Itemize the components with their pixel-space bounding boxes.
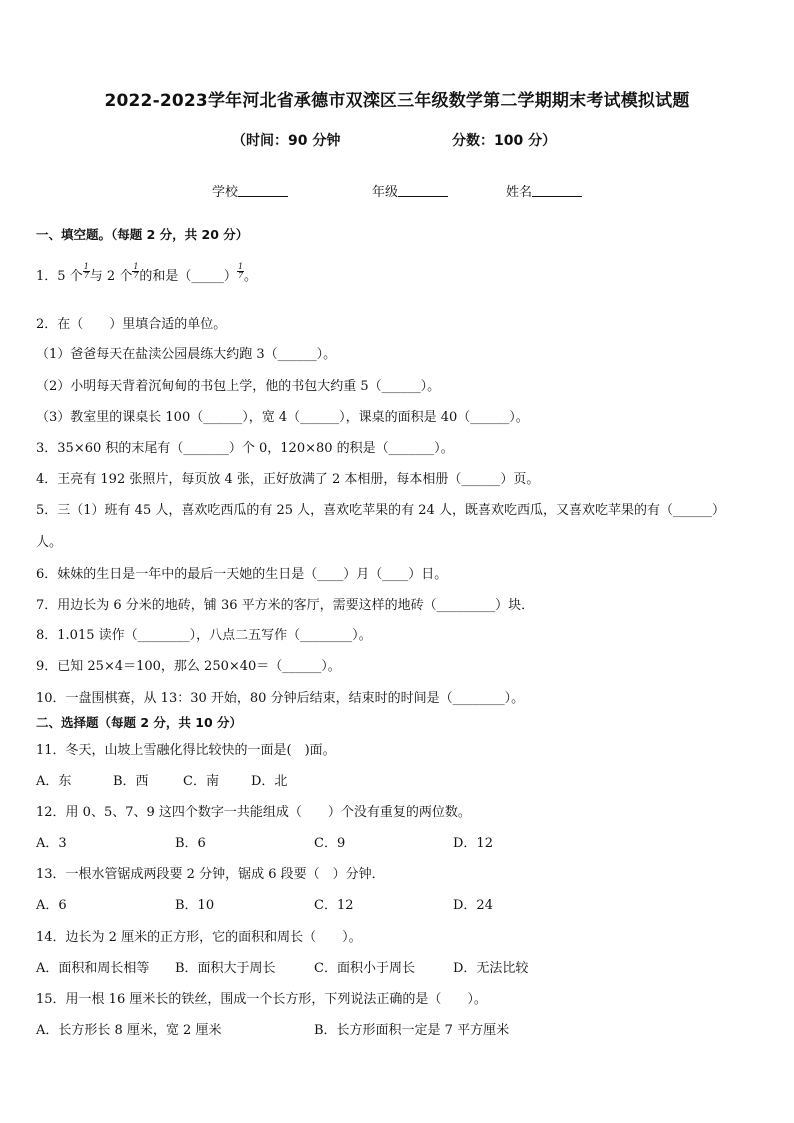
question-6: 6．妹妹的生日是一年中的最后一天她的生日是（____）月（____）日。 <box>36 567 448 582</box>
question-15: 15．用一根 16 厘米长的铁丝，围成一个长方形，下列说法正确的是（ ）。 <box>36 992 487 1007</box>
school-blank[interactable] <box>238 184 288 197</box>
q12-option-c[interactable]: C．9 <box>314 836 346 851</box>
q13-option-c[interactable]: C．12 <box>314 898 354 913</box>
q15-option-a[interactable]: A．长方形长 8 厘米，宽 2 厘米 <box>36 1023 222 1038</box>
question-14: 14．边长为 2 厘米的正方形，它的面积和周长（ ）。 <box>36 930 362 945</box>
grade-field[interactable] <box>372 181 448 200</box>
q14-option-b[interactable]: B．面积大于周长 <box>175 961 276 976</box>
q14-option-d[interactable]: D．无法比较 <box>453 961 529 976</box>
question-7: 7．用边长为 6 分米的地砖，铺 36 平方米的客厅，需要这样的地砖（_________）块． <box>36 598 535 613</box>
name-blank[interactable] <box>532 184 582 197</box>
grade-blank[interactable] <box>398 184 448 197</box>
q11-option-d[interactable]: D．北 <box>251 774 288 789</box>
question-2-3: （3）教室里的课桌长 100（______），宽 4（______），课桌的面积是 40（______）。 <box>36 410 529 425</box>
name-label: 姓名 <box>506 185 533 200</box>
question-13: 13．一根水管锯成两段要 2 分钟，锯成 6 段要（ ）分钟． <box>36 867 385 882</box>
question-2: 2．在（ ）里填合适的单位。 <box>36 317 227 332</box>
q11-option-b[interactable]: B．西 <box>113 774 149 789</box>
question-2-1: （1）爸爸每天在盐渎公园晨练大约跑 3（______）。 <box>36 347 337 362</box>
question-10: 10．一盘围棋赛，从 13：30 开始，80 分钟后结束，结束时的时间是（________）。 <box>36 691 525 706</box>
q13-option-a[interactable]: A．6 <box>36 898 67 913</box>
q12-option-b[interactable]: B．6 <box>175 836 206 851</box>
q15-option-b[interactable]: B．长方形面积一定是 7 平方厘米 <box>314 1023 510 1038</box>
q14-option-a[interactable]: A．面积和周长相等 <box>36 961 150 976</box>
exam-time: （时间：90 分钟 <box>232 133 341 149</box>
question-4: 4．王亮有 192 张照片，每页放 4 张，正好放满了 2 本相册，每本相册（______）页。 <box>36 472 540 487</box>
question-5-cont: 人。 <box>36 535 63 550</box>
school-field[interactable] <box>212 181 288 200</box>
question-1: 1．5 个 $\frac{1}{7}$ 与 2 个 $\frac{1}{7}$ 的和是（_____） $\frac{1}{7}$ 。 <box>36 262 258 284</box>
question-9: 9．已知 25×4＝100，那么 250×40＝（______）。 <box>36 659 341 674</box>
exam-title: 2022-2023学年河北省承德市双滦区三年级数学第二学期期末考试模拟试题 <box>104 91 690 111</box>
grade-label: 年级 <box>372 185 399 200</box>
question-11: 11．冬天，山坡上雪融化得比较快的一面是( )面。 <box>36 743 336 758</box>
fraction: $\frac{1}{7}$ <box>83 262 89 280</box>
q11-option-a[interactable]: A．东 <box>36 774 72 789</box>
section-heading-choice: 二、选择题（每题 2 分，共 10 分） <box>36 715 243 730</box>
q12-option-d[interactable]: D．12 <box>453 836 493 851</box>
question-3: 3．35×60 积的末尾有（_______）个 0，120×80 的积是（_______）。 <box>36 441 454 456</box>
section-heading-fill-in: 一、填空题。（每题 2 分，共 20 分） <box>36 227 249 242</box>
q11-option-c[interactable]: C．南 <box>183 774 219 789</box>
fraction: $\frac{1}{7}$ <box>237 262 244 280</box>
q14-option-c[interactable]: C．面积小于周长 <box>314 961 415 976</box>
q13-option-d[interactable]: D．24 <box>453 898 493 913</box>
exam-score: 分数：100 分） <box>452 133 557 149</box>
question-8: 8．1.015 读作（________），八点二五写作（________）。 <box>36 628 372 643</box>
question-5: 5．三（1）班有 45 人，喜欢吃西瓜的有 25 人，喜欢吃苹果的有 24 人，既喜欢吃西瓜，又喜欢吃苹果的有（______） <box>36 503 725 518</box>
q12-option-a[interactable]: A．3 <box>36 836 67 851</box>
q13-option-b[interactable]: B．10 <box>175 898 215 913</box>
name-field[interactable] <box>506 181 582 200</box>
fraction: $\frac{1}{7}$ <box>133 262 139 280</box>
question-2-2: （2）小明每天背着沉甸甸的书包上学，他的书包大约重 5（______）。 <box>36 379 441 394</box>
school-label: 学校 <box>212 185 239 200</box>
question-12: 12．用 0、5、7、9 这四个数字一共能组成（ ）个没有重复的两位数。 <box>36 805 471 820</box>
